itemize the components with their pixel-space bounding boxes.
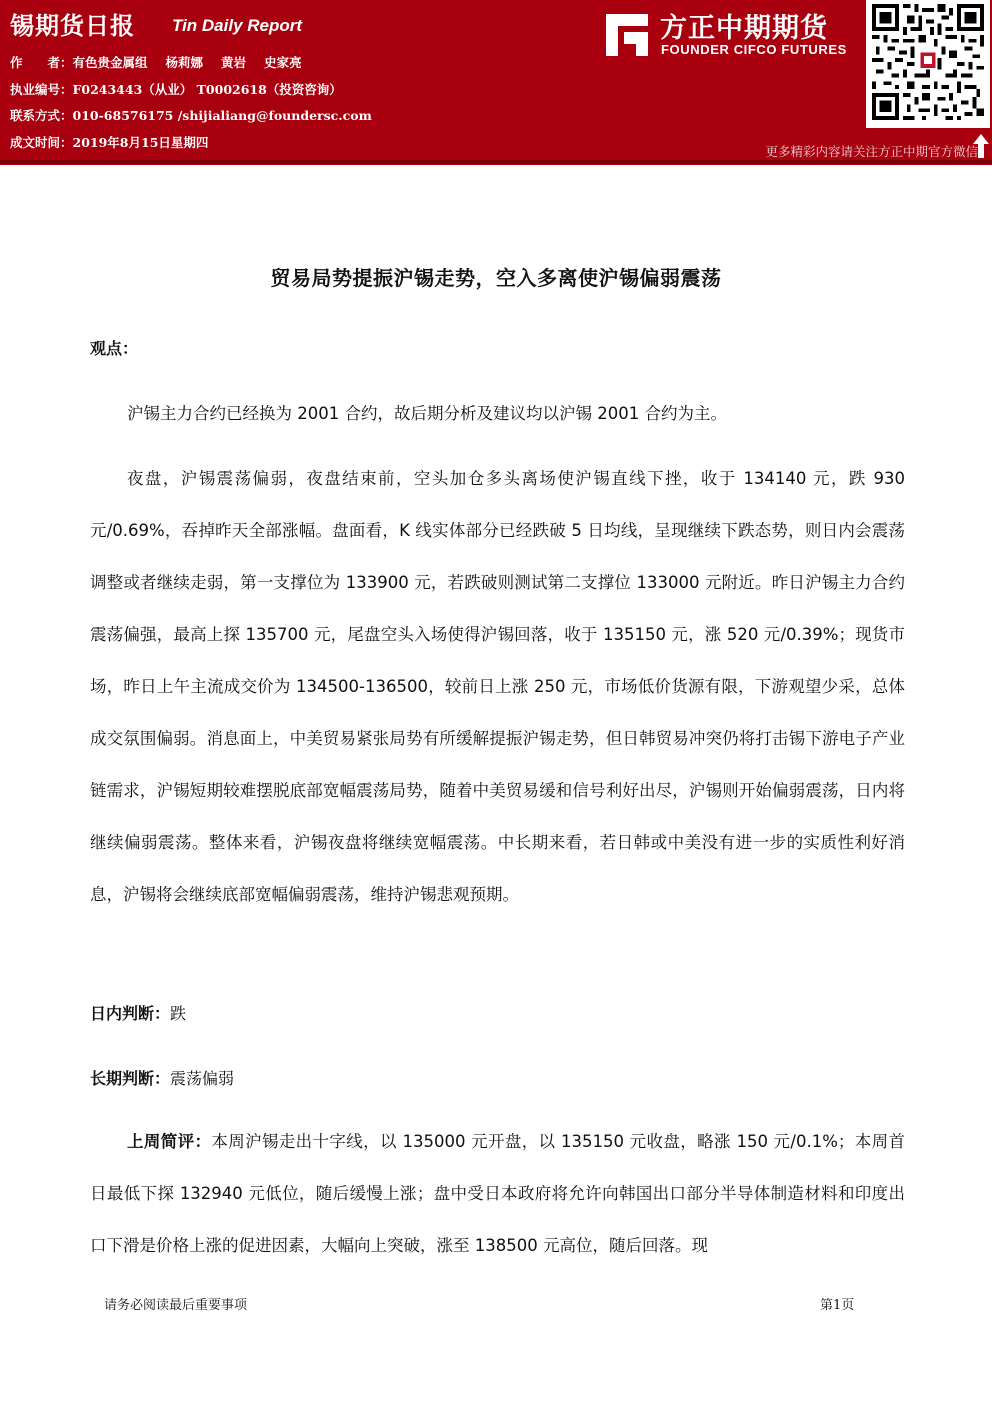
license-row xyxy=(10,80,342,98)
follow-wechat-text: 更多精彩内容请关注方正中期官方微信 xyxy=(765,144,978,159)
document-title: 贸易局势提振沪锡走势，空入多离使沪锡偏弱震荡 xyxy=(270,266,722,290)
company-logo xyxy=(604,4,856,60)
weekly-review-text: 本周沪锡走出十字线，以 135000 元开盘，以 135150 元收盘，略涨 150 元/0.1%；本周首日最低下探 132940 元低位，随后缓慢上涨；盘中受日本政府将允许向韩国出口部分半导体制造材料和印度出口下滑是价格上涨的促进因素，大幅向上突破，涨至 138500 元高位，随后回落。现 xyxy=(90,1132,906,1255)
logo-english-name: FOUNDER CIFCO FUTURES xyxy=(661,42,847,57)
footer-notice: 请务必阅读最后重要事项 xyxy=(104,1298,248,1313)
author-name: 黄岩 xyxy=(221,55,247,70)
header-divider xyxy=(0,160,992,164)
viewpoint-label: 观点： xyxy=(90,339,139,358)
intraday-judgment xyxy=(90,1001,186,1024)
author-name: 杨莉娜 xyxy=(165,55,204,70)
report-title: 锡期货日报 xyxy=(10,12,135,40)
longterm-label: 长期判断： xyxy=(90,1069,171,1088)
date-value: 2019年8月15日星期四 xyxy=(72,135,209,150)
paragraph-weekly-review xyxy=(90,1116,905,1272)
qr-code-icon xyxy=(872,4,984,120)
author-group: 有色贵金属组 xyxy=(72,55,148,70)
weekly-review-label: 上周简评： xyxy=(127,1132,212,1151)
paragraph-market-analysis: 夜盘，沪锡震荡偏弱，夜盘结束前，空头加仓多头离场使沪锡直线下挫，收于 134140 元，跌 930 元/0.69%，吞掉昨天全部涨幅。盘面看，K 线实体部分已经跌破 5 日均线，呈现继续下跌态势，则日内会震荡调整或者继续走弱，第一支撑位为 133900 元，若跌破则测试第二支撑位 133000 元附近。昨日沪锡主力合约震荡偏强，最高上探 135700 元，尾盘空头入场使得沪锡回落，收于 135150 元，涨 520 元/0.39%；现货市场，昨日上午主流成交价为 134500-136500，较前日上涨 250 元，市场低价货源有限，下游观望少采，总体成交氛围偏弱。消息面上，中美贸易紧张局势有所缓解提振沪锡走势，但日韩贸易冲突仍将打击锡下游电子产业链需求，沪锡短期较难摆脱底部宽幅震荡局势，随着中美贸易缓和信号利好出尽，沪锡则开始偏弱震荡，日内将继续偏弱震荡。整体来看，沪锡夜盘将继续宽幅震荡。中长期来看，若日韩或中美没有进一步的实质性利好消息，沪锡将会继续底部宽幅偏弱震荡，维持沪锡悲观预期。 xyxy=(90,469,905,904)
license-value: F0243443（从业） T0002618（投资咨询） xyxy=(72,82,342,97)
intraday-value: 跌 xyxy=(170,1004,187,1023)
date-row xyxy=(10,133,208,151)
author-name: 史家亮 xyxy=(264,55,302,70)
longterm-judgment xyxy=(90,1066,234,1089)
contact-row xyxy=(10,106,372,124)
authors-label: 作 者： xyxy=(10,55,73,70)
intraday-label: 日内判断： xyxy=(90,1004,171,1023)
longterm-value: 震荡偏弱 xyxy=(170,1069,235,1088)
authors-row xyxy=(10,53,302,71)
report-header xyxy=(0,0,992,165)
wechat-qr-code xyxy=(866,0,990,128)
paragraph-contract-note: 沪锡主力合约已经换为 2001 合约，故后期分析及建议均以沪锡 2001 合约为主。 xyxy=(127,404,727,423)
date-label: 成文时间： xyxy=(10,135,73,150)
logo-chinese-name: 方正中期期货 xyxy=(660,13,828,44)
founder-logo-icon xyxy=(604,12,650,58)
license-label: 执业编号： xyxy=(10,82,73,97)
up-arrow-icon xyxy=(972,133,990,159)
report-subtitle: Tin Daily Report xyxy=(172,16,303,35)
contact-label: 联系方式： xyxy=(10,108,73,123)
contact-value: 010-68576175 /shijialiang@foundersc.com xyxy=(72,108,372,123)
page-number: 第1页 xyxy=(820,1298,855,1313)
